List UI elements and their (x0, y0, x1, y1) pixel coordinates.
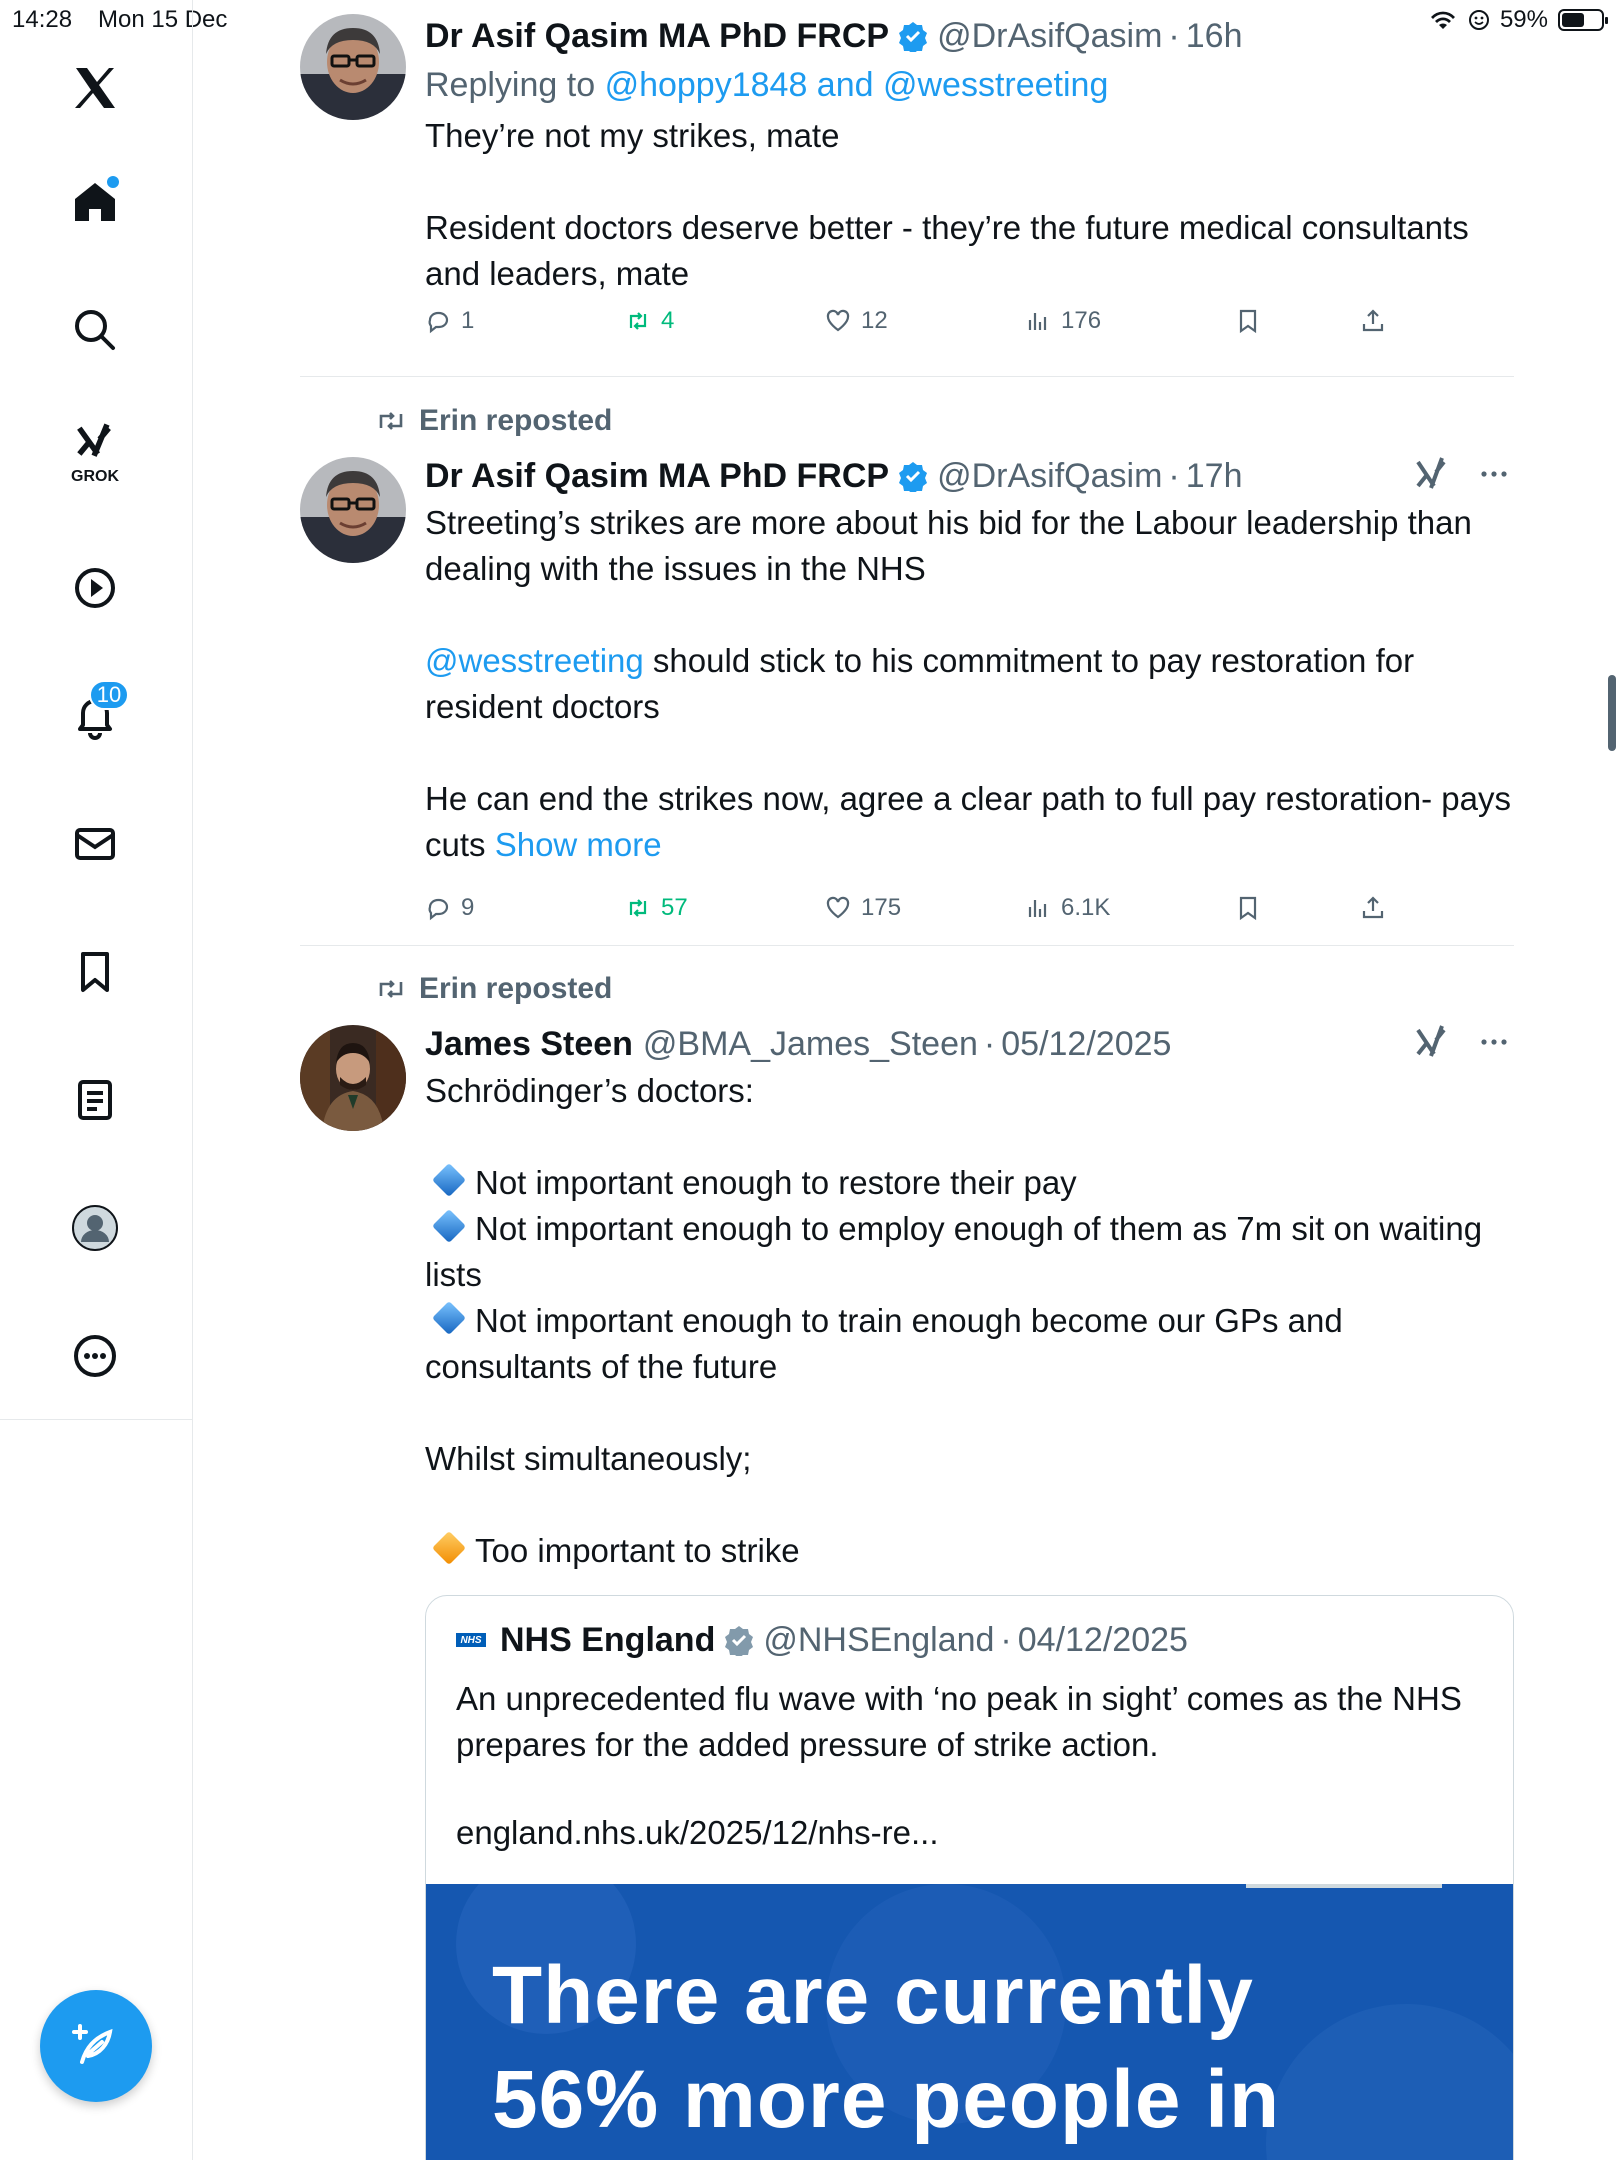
tweet-actions (425, 888, 1514, 928)
reply-icon (425, 308, 451, 334)
views-icon (1025, 308, 1051, 334)
like-button[interactable] (825, 301, 888, 341)
tweet-header (425, 1022, 1514, 1066)
grok-icon (72, 419, 118, 465)
nav-more[interactable] (55, 1316, 135, 1396)
tweet[interactable] (300, 972, 1514, 2160)
bookmark-icon (70, 947, 120, 997)
bookmark-icon (1235, 895, 1261, 921)
share-icon (1360, 308, 1386, 334)
views-count: 6.1K (1061, 894, 1111, 921)
repost-icon (625, 895, 651, 921)
tweet-divider (300, 945, 1514, 946)
nav-profile[interactable] (55, 1188, 135, 1268)
battery-percent: 59% (1499, 6, 1548, 33)
bookmark-icon (1235, 308, 1261, 334)
share-icon (1360, 895, 1386, 921)
separator-dot: · (1168, 16, 1180, 55)
reply-button[interactable] (425, 888, 474, 928)
tweet-time[interactable]: 05/12/2025 (1001, 1024, 1172, 1063)
reply-count: 1 (461, 307, 475, 334)
tweet-text-blank (425, 1482, 1514, 1528)
nav-bookmarks[interactable] (55, 932, 135, 1012)
tweet-header (425, 14, 1514, 58)
tweet-time[interactable]: 16h (1185, 16, 1243, 55)
heart-icon (825, 308, 851, 334)
verified-badge-icon (897, 460, 929, 492)
views-count: 176 (1061, 307, 1102, 334)
quoted-tweet[interactable] (425, 1595, 1514, 2160)
tweet-divider (300, 376, 1514, 377)
tweet-text-line: Streeting’s strikes are more about his bid for the Labour leadership than dealing with the issues in the NHS (425, 504, 1472, 587)
avatar-photo (300, 14, 406, 120)
tweet-text-blank (425, 592, 1514, 638)
bullet-text: Not important enough to employ enough of them as 7m sit on waiting lists (425, 1210, 1483, 1293)
bullet-line (425, 1160, 1514, 1206)
tweet-text (425, 500, 1514, 868)
tweet-text-blank (425, 1114, 1514, 1160)
reply-icon (425, 895, 451, 921)
quote-time: 04/12/2025 (1017, 1620, 1188, 1659)
tweet-text-line: Schrödinger’s doctors: (425, 1072, 754, 1109)
views-button[interactable] (1025, 888, 1110, 928)
nav-messages[interactable] (55, 804, 135, 884)
blue-diamond-icon (432, 1209, 466, 1243)
bullet-text: Not important enough to restore their pay (475, 1164, 1077, 1201)
sidebar-border (192, 1420, 193, 2160)
author-name[interactable]: Dr Asif Qasim MA PhD FRCP (425, 16, 890, 55)
grok-label: GROK (71, 468, 119, 485)
repost-icon (625, 308, 651, 334)
bullet-line (425, 1528, 1514, 1574)
tweet-time[interactable]: 17h (1185, 456, 1243, 495)
compose-button[interactable] (40, 1990, 152, 2102)
avatar[interactable] (300, 1025, 406, 1131)
article-icon (70, 1075, 120, 1125)
nav-grok[interactable] (55, 412, 135, 492)
quote-card-image[interactable] (426, 1884, 1513, 2160)
blue-diamond-icon (432, 1163, 466, 1197)
nav-notifications[interactable] (55, 676, 135, 756)
like-count: 175 (861, 894, 902, 921)
search-icon (70, 305, 120, 355)
x-logo[interactable] (55, 48, 135, 128)
battery-icon (1558, 9, 1604, 31)
tweet-text (425, 113, 1514, 297)
avatar[interactable] (300, 14, 406, 120)
notification-badge: 10 (89, 680, 129, 710)
tweet-text-fragment: should stick to his commitment to pay restoration for resident doctors (425, 642, 1415, 725)
repost-button[interactable] (625, 301, 674, 341)
image-headline (492, 1944, 1280, 2152)
nav-articles[interactable] (55, 1060, 135, 1140)
tweet[interactable] (300, 404, 1514, 944)
tweet-actions (425, 301, 1514, 341)
share-button[interactable] (1360, 301, 1386, 341)
nhs-logo-icon: NHS (456, 1633, 486, 1647)
nav-explore[interactable] (55, 290, 135, 370)
author-name[interactable]: Dr Asif Qasim MA PhD FRCP (425, 456, 890, 495)
tweet-text-blank (425, 1390, 1514, 1436)
tweet-text-line (425, 159, 1514, 205)
author-handle[interactable]: @BMA_James_Steen (642, 1024, 978, 1063)
status-date: Mon 15 Dec (98, 6, 228, 33)
blue-diamond-icon (432, 1301, 466, 1335)
compose-feather-icon (68, 2018, 124, 2074)
tweet-text-line: Resident doctors deserve better - they’re the future medical consultants and leaders, mate (425, 209, 1469, 292)
views-icon (1025, 895, 1051, 921)
tweet-text-line (425, 638, 1514, 730)
separator-dot: · (983, 1024, 996, 1063)
bullet-text: Too important to strike (475, 1532, 800, 1569)
bookmark-button[interactable] (1235, 888, 1261, 928)
avatar-photo (300, 457, 406, 563)
repost-icon (375, 976, 407, 1002)
verified-badge-icon (897, 20, 929, 52)
tweet-text-line: Whilst simultaneously; (425, 1440, 752, 1477)
home-unread-dot (107, 176, 119, 188)
tweet-text-line (425, 776, 1514, 868)
nav-home[interactable] (55, 162, 135, 242)
tweet-text (425, 1068, 1514, 1574)
quote-text: An unprecedented flu wave with ‘no peak in sight’ comes as the NHS prepares for the added pressure of strike action. (456, 1680, 1462, 1763)
quote-link-url[interactable]: england.nhs.uk/2025/12/nhs-re... (456, 1814, 939, 1851)
author-name[interactable]: James Steen (425, 1024, 633, 1063)
bullet-line (425, 1206, 1514, 1298)
repost-label: Erin reposted (419, 972, 613, 1005)
profile-avatar-icon (70, 1203, 120, 1253)
repost-icon (375, 408, 407, 434)
image-top-edge (1246, 1884, 1442, 1888)
bookmark-button[interactable] (1235, 301, 1261, 341)
tweet-header (425, 454, 1514, 498)
repost-count: 57 (661, 894, 688, 921)
separator-dot: · (1168, 456, 1180, 495)
image-headline-line: 56% more people in (492, 2054, 1281, 2145)
verified-org-badge-icon (723, 1624, 755, 1656)
separator-dot: · (1000, 1620, 1012, 1659)
show-more-link[interactable]: Show more (494, 826, 662, 863)
play-icon (70, 563, 120, 613)
status-time: 14:28 (12, 6, 73, 33)
replying-to (425, 66, 1514, 105)
bullet-text: Not important enough to train enough become our GPs and consultants of the future (425, 1302, 1343, 1385)
repost-context[interactable] (375, 404, 612, 438)
mention-link[interactable]: @wesstreeting (425, 642, 644, 679)
views-button[interactable] (1025, 301, 1101, 341)
tweet[interactable] (300, 14, 1514, 354)
tweet-text-fragment: He can end the strikes now, agree a clear path to full pay restoration- pays cuts (425, 780, 1511, 863)
repost-button[interactable] (625, 888, 688, 928)
repost-context[interactable] (375, 972, 612, 1006)
quote-author-handle: @NHSEngland (763, 1620, 995, 1659)
reply-count: 9 (461, 894, 475, 921)
avatar[interactable] (300, 457, 406, 563)
tweet-text-blank (425, 730, 1514, 776)
repost-count: 4 (661, 307, 675, 334)
heart-icon (825, 895, 851, 921)
reply-button[interactable] (425, 301, 474, 341)
replying-prefix: Replying to (425, 66, 596, 104)
repost-label: Erin reposted (419, 404, 613, 437)
x-logo-icon (70, 63, 120, 113)
orange-diamond-icon (432, 1531, 466, 1565)
sidebar (0, 0, 193, 1420)
replying-mentions[interactable]: @hoppy1848 and @wesstreeting (604, 66, 1109, 104)
nav-video[interactable] (55, 548, 135, 628)
image-headline-line: There are currently (492, 1950, 1254, 2041)
quote-author-name: NHS England (500, 1620, 716, 1659)
share-button[interactable] (1360, 888, 1386, 928)
quote-header (456, 1618, 1483, 1662)
author-handle[interactable]: @DrAsifQasim (937, 456, 1163, 495)
avatar-photo (300, 1025, 406, 1131)
author-handle[interactable]: @DrAsifQasim (937, 16, 1163, 55)
bullet-line (425, 1298, 1514, 1390)
scrollbar[interactable] (1608, 675, 1616, 751)
like-count: 12 (861, 307, 888, 334)
mail-icon (70, 819, 120, 869)
tweet-text-line: They’re not my strikes, mate (425, 117, 840, 154)
more-circle-icon (70, 1331, 120, 1381)
like-button[interactable] (825, 888, 901, 928)
